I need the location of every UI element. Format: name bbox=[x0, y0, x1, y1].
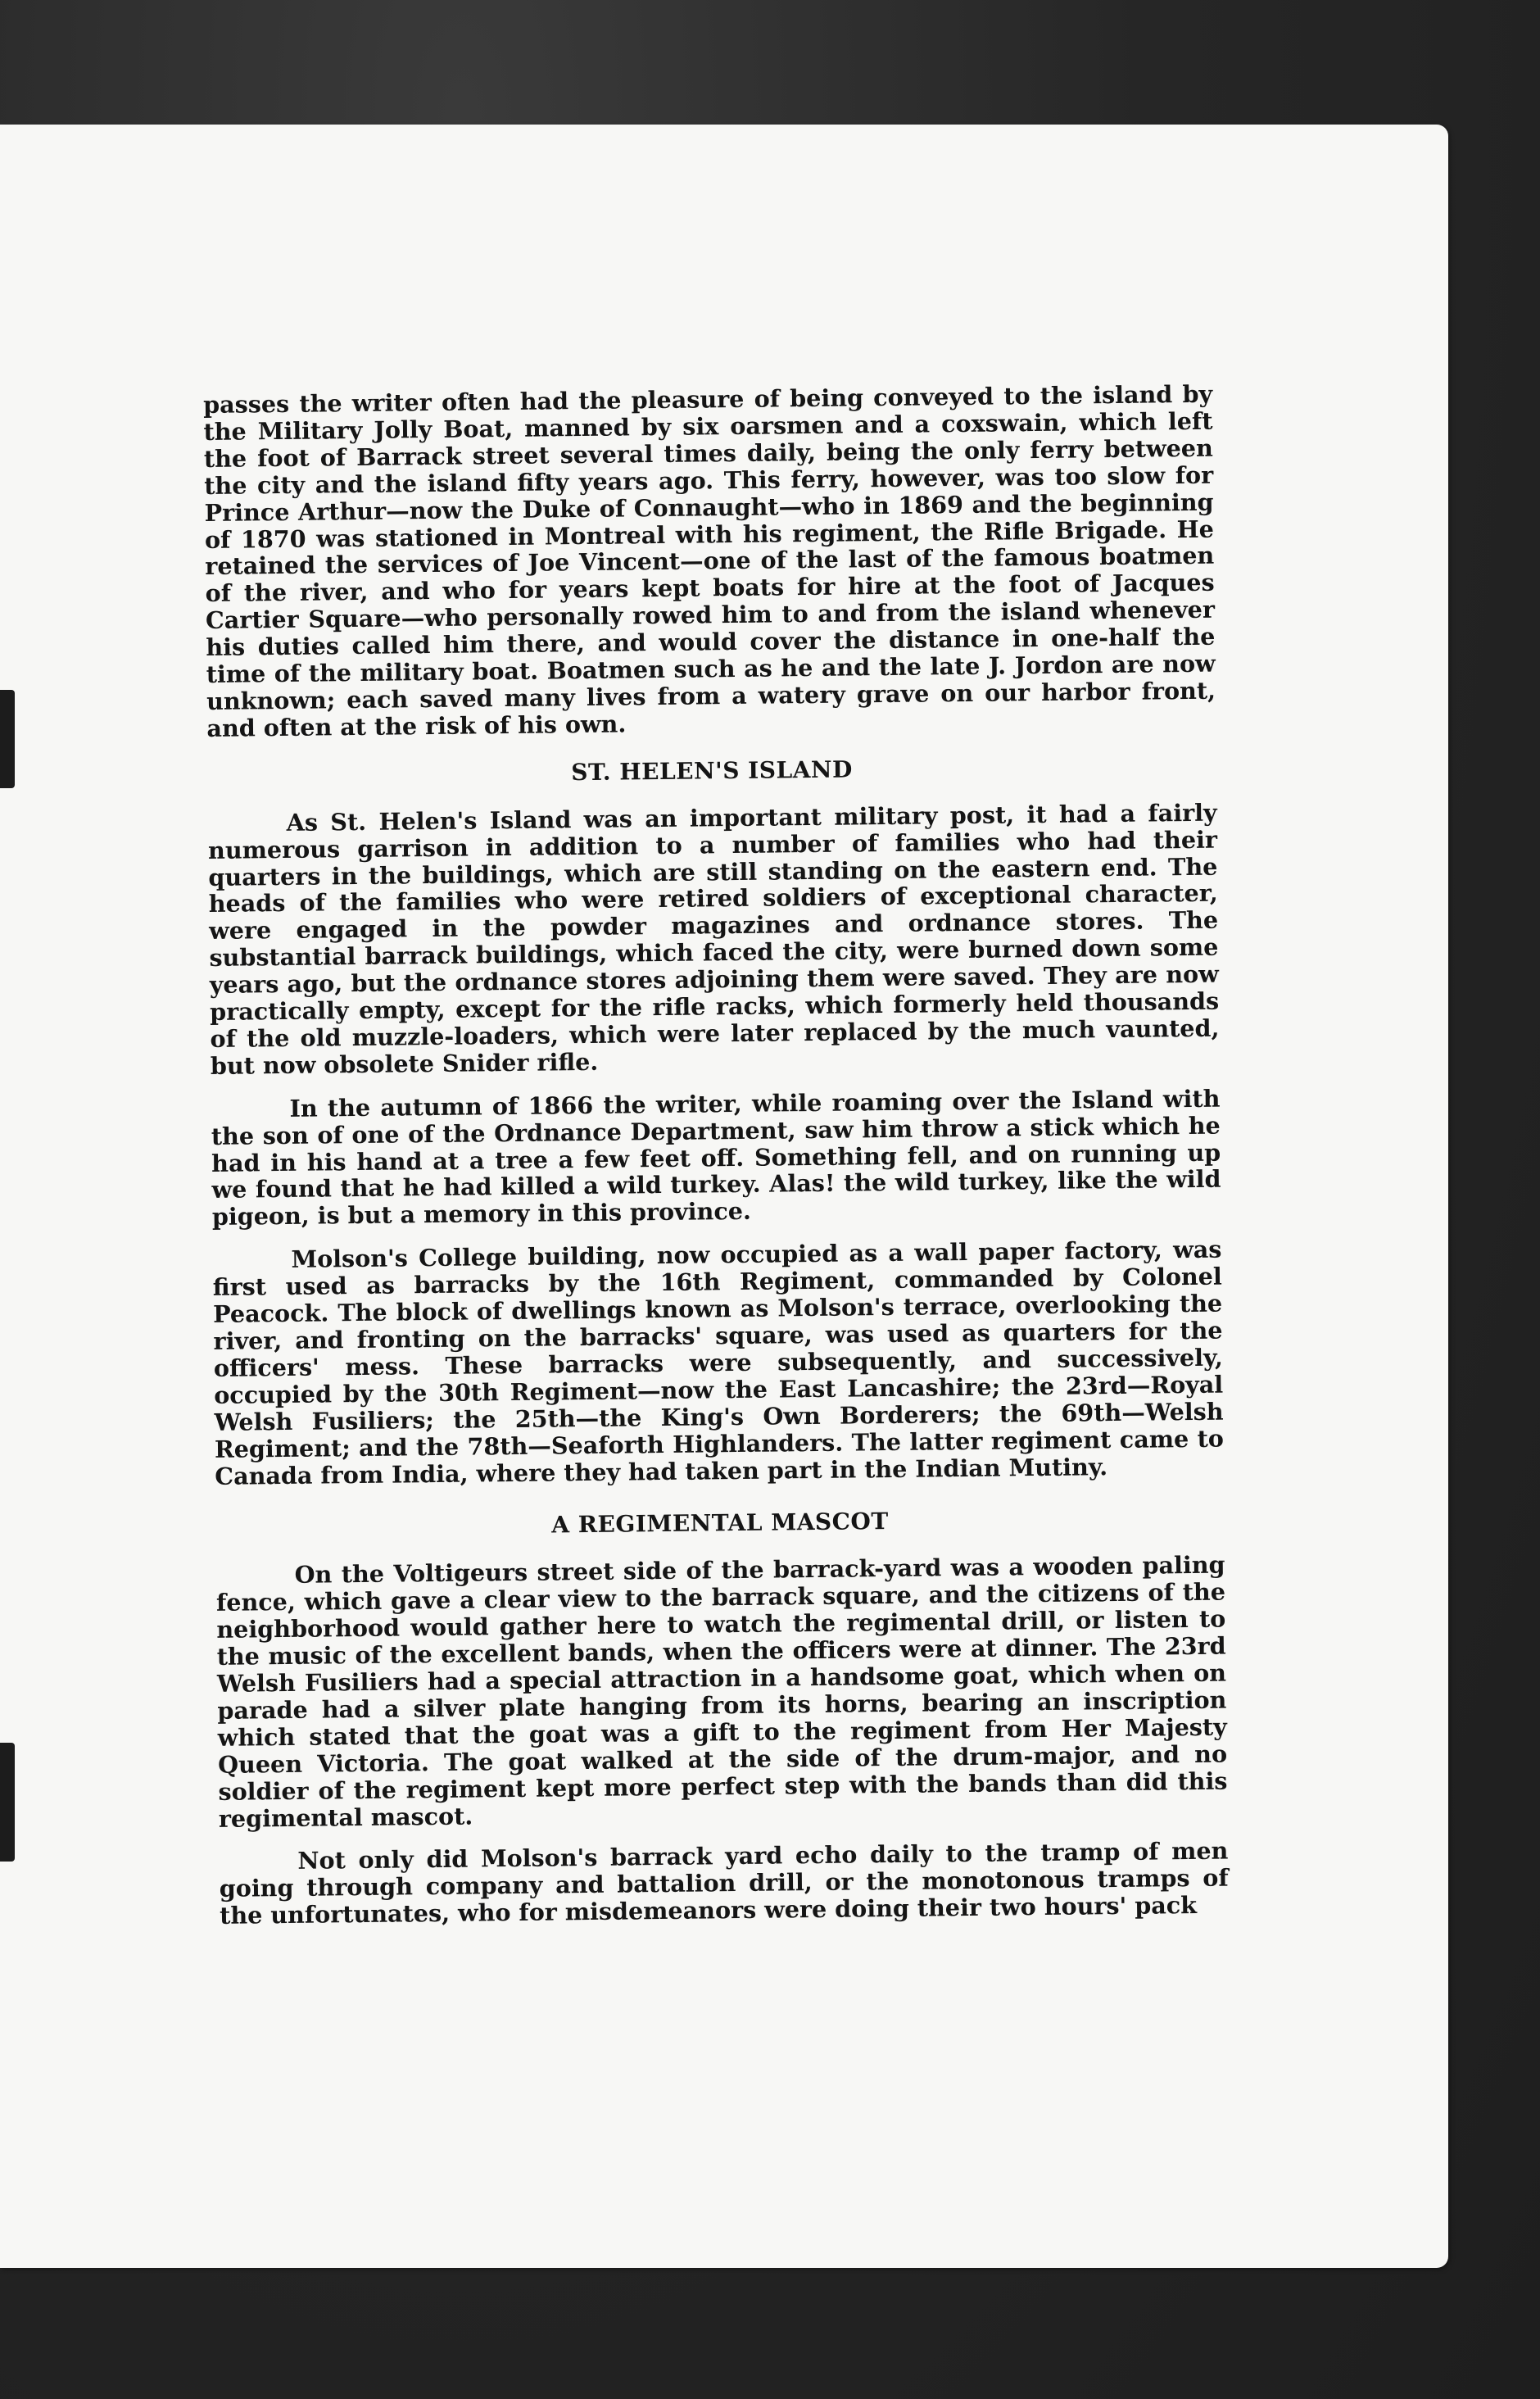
binding-mark-top bbox=[0, 690, 15, 788]
paragraph-molsons-college: Molson's College building, now occupied as a wall paper factory, was first used as barracks by the 16th Regiment, commanded by Colonel Peacock. The block of dwellings known as Molson's terrace, overlooking the river, and fronting on the barracks' square, was used as quarters for the officers' mess. These barracks were subsequently, and successively, occupied by the 30th Regiment—now the East Lancashire; the 23rd—Royal Welsh Fusiliers; the 25th—the King's Own Borderers; the 69th—Welsh Regiment; and the 78th—Seaforth Highlanders. The latter regiment came to Canada from India, where they had taken part in the Indian Mutiny. bbox=[212, 1235, 1225, 1490]
paragraph-wild-turkey: In the autumn of 1866 the writer, while roaming over the Island with the son of one of the Ordnance Department, saw him throw a stick which he had in his hand at a tree a few feet off. Something fell, and on running up we found that he had killed a wild turkey. Alas! the wild turkey, like the wild pigeon, is but a memory in this province. bbox=[211, 1084, 1221, 1231]
page-text bbox=[203, 381, 1229, 1946]
section-heading-st-helens-island: ST. HELEN'S ISLAND bbox=[571, 755, 853, 786]
paragraph-continued: passes the writer often had the pleasure of being conveyed to the island by the Military Jolly Boat, manned by six oarsmen and a coxswain, which left the foot of Barrack street several times daily, being the only ferry between the city and the island fifty years ago. This ferry, however, was too slow for Prince Arthur—now the Duke of Connaught—who in 1869 and the beginning of 1870 was stationed in Montreal with his regiment, the Rifle Brigade. He retained the services of Joe Vincent—one of the last of the famous boatmen of the river, and who for years kept boats for hire at the foot of Jacques Cartier Square—who personally rowed him to and from the island whenever his duties called him there, and would cover the distance in one-half the time of the military boat. Boatmen such as he and the late J. Jordon are now unknown; each saved many lives from a watery grave on our harbor front, and often at the risk of his own. bbox=[202, 379, 1216, 742]
paragraph-voltigeurs-street: On the Voltigeurs street side of the barrack-yard was a wooden paling fence, which gave a clear view to the barrack square, and the citizens of the neighborhood would gather here to watch the regimental drill, or listen to the music of the excellent bands, when the officers were at dinner. The 23rd Welsh Fusiliers had a special attraction in a handsome goat, which when on parade had a silver plate hanging from its horns, bearing an inscription which stated that the goat was a gift to the regiment from Her Majesty Queen Victoria. The goat walked at the side of the drum-major, and no soldier of the regiment kept more perfect step with the bands than did this regimental mascot. bbox=[215, 1550, 1228, 1833]
paragraph-barrack-yard: Not only did Molson's barrack yard echo daily to the tramp of men going through company and battalion drill, or the monotonous tramps of the unfortunates, who for misdemeanors were doing their two hours' pack bbox=[219, 1836, 1229, 1930]
binding-mark-bottom bbox=[0, 1743, 15, 1862]
section-heading-regimental-mascot: A REGIMENTAL MASCOT bbox=[551, 1508, 889, 1539]
paragraph-garrison: As St. Helen's Island was an important military post, it had a fairly numerous garrison in addition to a number of families who had their quarters in the buildings, which are still standing on the eastern end. The heads of the families who were retired soldiers of exceptional character, were engaged in the powder magazines and ordnance stores. The substantial barrack buildings, which faced the city, were burned down some years ago, but the ordnance stores adjoining them were saved. They are now practically empty, except for the rifle racks, which formerly held thousands of the old muzzle-loaders, which were later replaced by the much vaunted, but now obsolete Snider rifle. bbox=[207, 798, 1220, 1080]
